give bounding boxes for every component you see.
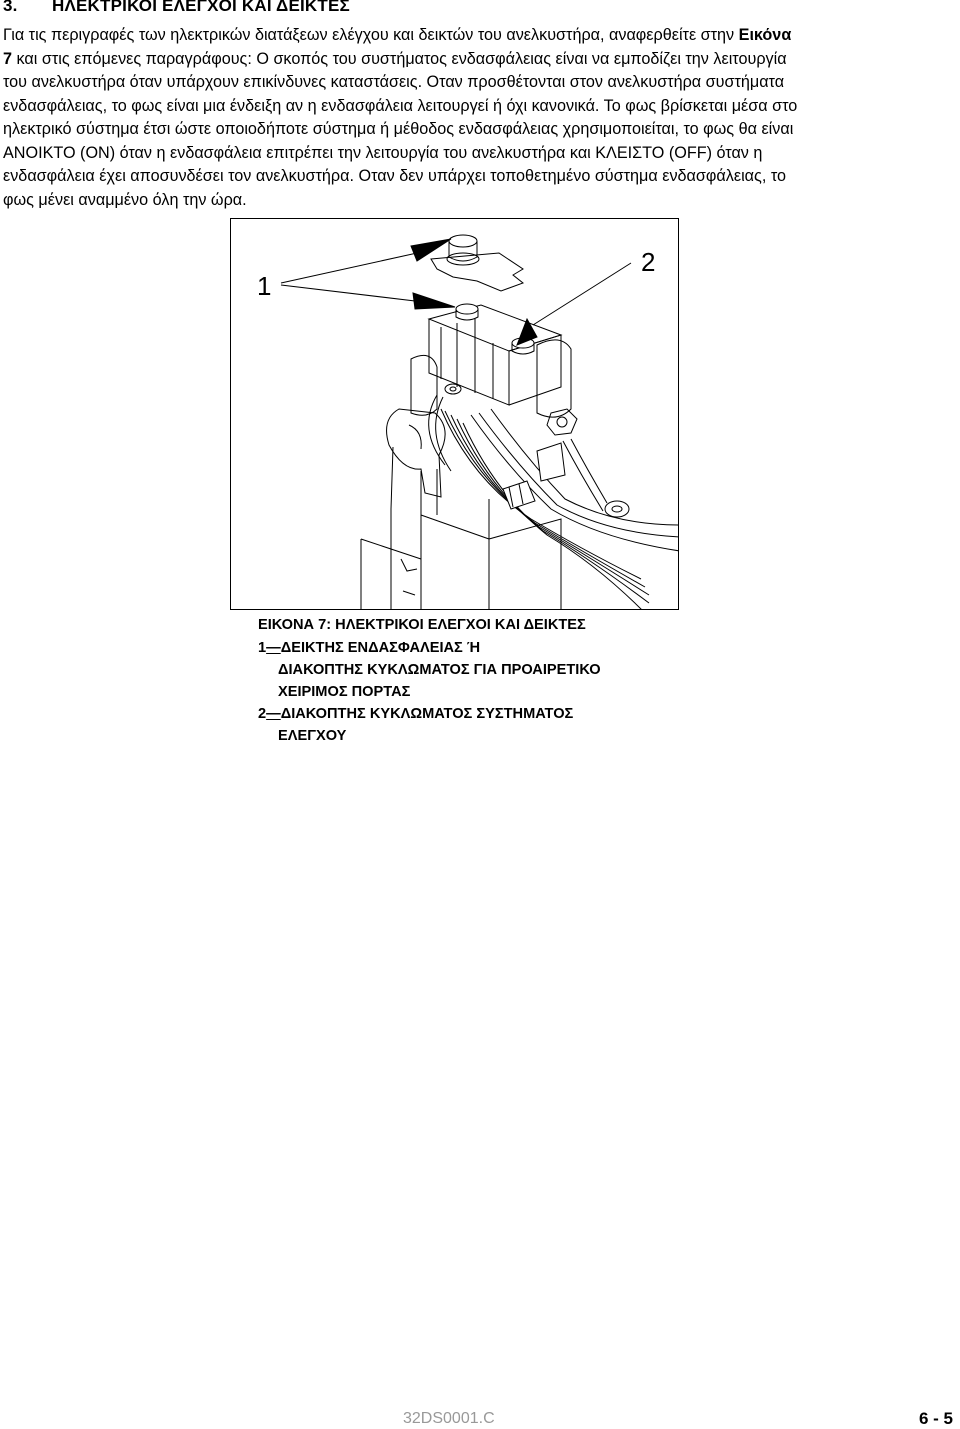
caption-item-1-line-3: ΧΕΙΡΙΜΟΣ ΠΟΡΤΑΣ <box>278 684 411 700</box>
callout-1-label: 1 <box>257 271 272 301</box>
callout-2-label: 2 <box>641 247 656 277</box>
caption-dash: — <box>266 640 281 656</box>
section-heading <box>0 0 960 20</box>
caption-item-1-line-2: ΔΙΑΚΟΠΤΗΣ ΚΥΚΛΩΜΑΤΟΣ ΓΙΑ ΠΡΟΑΙΡΕΤΙΚΟ <box>278 662 601 678</box>
body-line: ενδασφάλεια έχει αποσυνδέσει τον ανελκυστήρα. Οταν δεν υπάρχει τοποθετημένο σύστημα ενδασφάλειας, το <box>3 167 786 185</box>
caption-item-2: 2—ΔΙΑΚΟΠΤΗΣ ΚΥΚΛΩΜΑΤΟΣ ΣΥΣΤΗΜΑΤΟΣ <box>258 706 574 722</box>
body-line: φως μένει αναμμένο όλη την ώρα. <box>3 190 247 209</box>
caption-item-2-line-2: ΕΛΕΓΧΟΥ <box>278 728 347 744</box>
body-line: ηλεκτρικό σύστημα έτσι ώστε οποιοδήποτε σύστημα ή μέθοδος ενδασφάλειας χρησιμοποιείται, το φως θα είναι <box>3 120 794 138</box>
figure-reference-number: 7 <box>3 49 13 68</box>
lift-electrical-controls-drawing <box>231 219 679 610</box>
body-paragraph <box>3 24 953 212</box>
document-code: 32DS0001.C <box>403 1410 495 1427</box>
page-number: 6 - 5 <box>919 1409 954 1428</box>
caption-item-1: 1—ΔΕΙΚΤΗΣ ΕΝΔΑΣΦΑΛΕΙΑΣ Ή <box>258 640 481 656</box>
section-title: ΗΛΕΚΤΡΙΚΟΙ ΕΛΕΓΧΟΙ ΚΑΙ ΔΕΙΚΤΕΣ <box>52 0 350 15</box>
caption-dash: — <box>266 706 281 722</box>
body-line: Για τις περιγραφές των ηλεκτρικών διατάξεων ελέγχου και δεικτών του ανελκυστήρα, αναφερθείτε στην Εικόνα <box>3 26 792 44</box>
caption-title: ΕΙΚΟΝΑ 7: ΗΛΕΚΤΡΙΚΟΙ ΕΛΕΓΧΟΙ ΚΑΙ ΔΕΙΚΤΕΣ <box>258 617 586 633</box>
body-line: ΑΝΟΙΚΤΟ (ΟΝ) όταν η ενδασφάλεια επιτρέπει την λειτουργία του ανελκυστήρα και ΚΛΕΙΣΤΟ (OFF) όταν η <box>3 143 763 162</box>
section-number: 3. <box>3 0 18 15</box>
figure-reference: Εικόνα <box>738 26 792 44</box>
figure-caption <box>258 614 698 747</box>
body-line: 7 και στις επόμενες παραγράφους: Ο σκοπός του συστήματος ενδασφάλειας είναι να εμποδίζει την λειτουργία <box>3 49 787 68</box>
figure-7-illustration <box>230 218 679 610</box>
body-line: ενδασφάλειας, το φως είναι μια ένδειξη αν η ενδασφάλεια λειτουργεί ή όχι κανονικά. Το φως βρίσκεται μέσα στο <box>3 96 798 115</box>
body-line: του ανελκυστήρα όταν υπάρχουν επικίνδυνες καταστάσεις. Οταν προσθέτονται στον ανελκυστήρα συστήματα <box>3 73 785 91</box>
